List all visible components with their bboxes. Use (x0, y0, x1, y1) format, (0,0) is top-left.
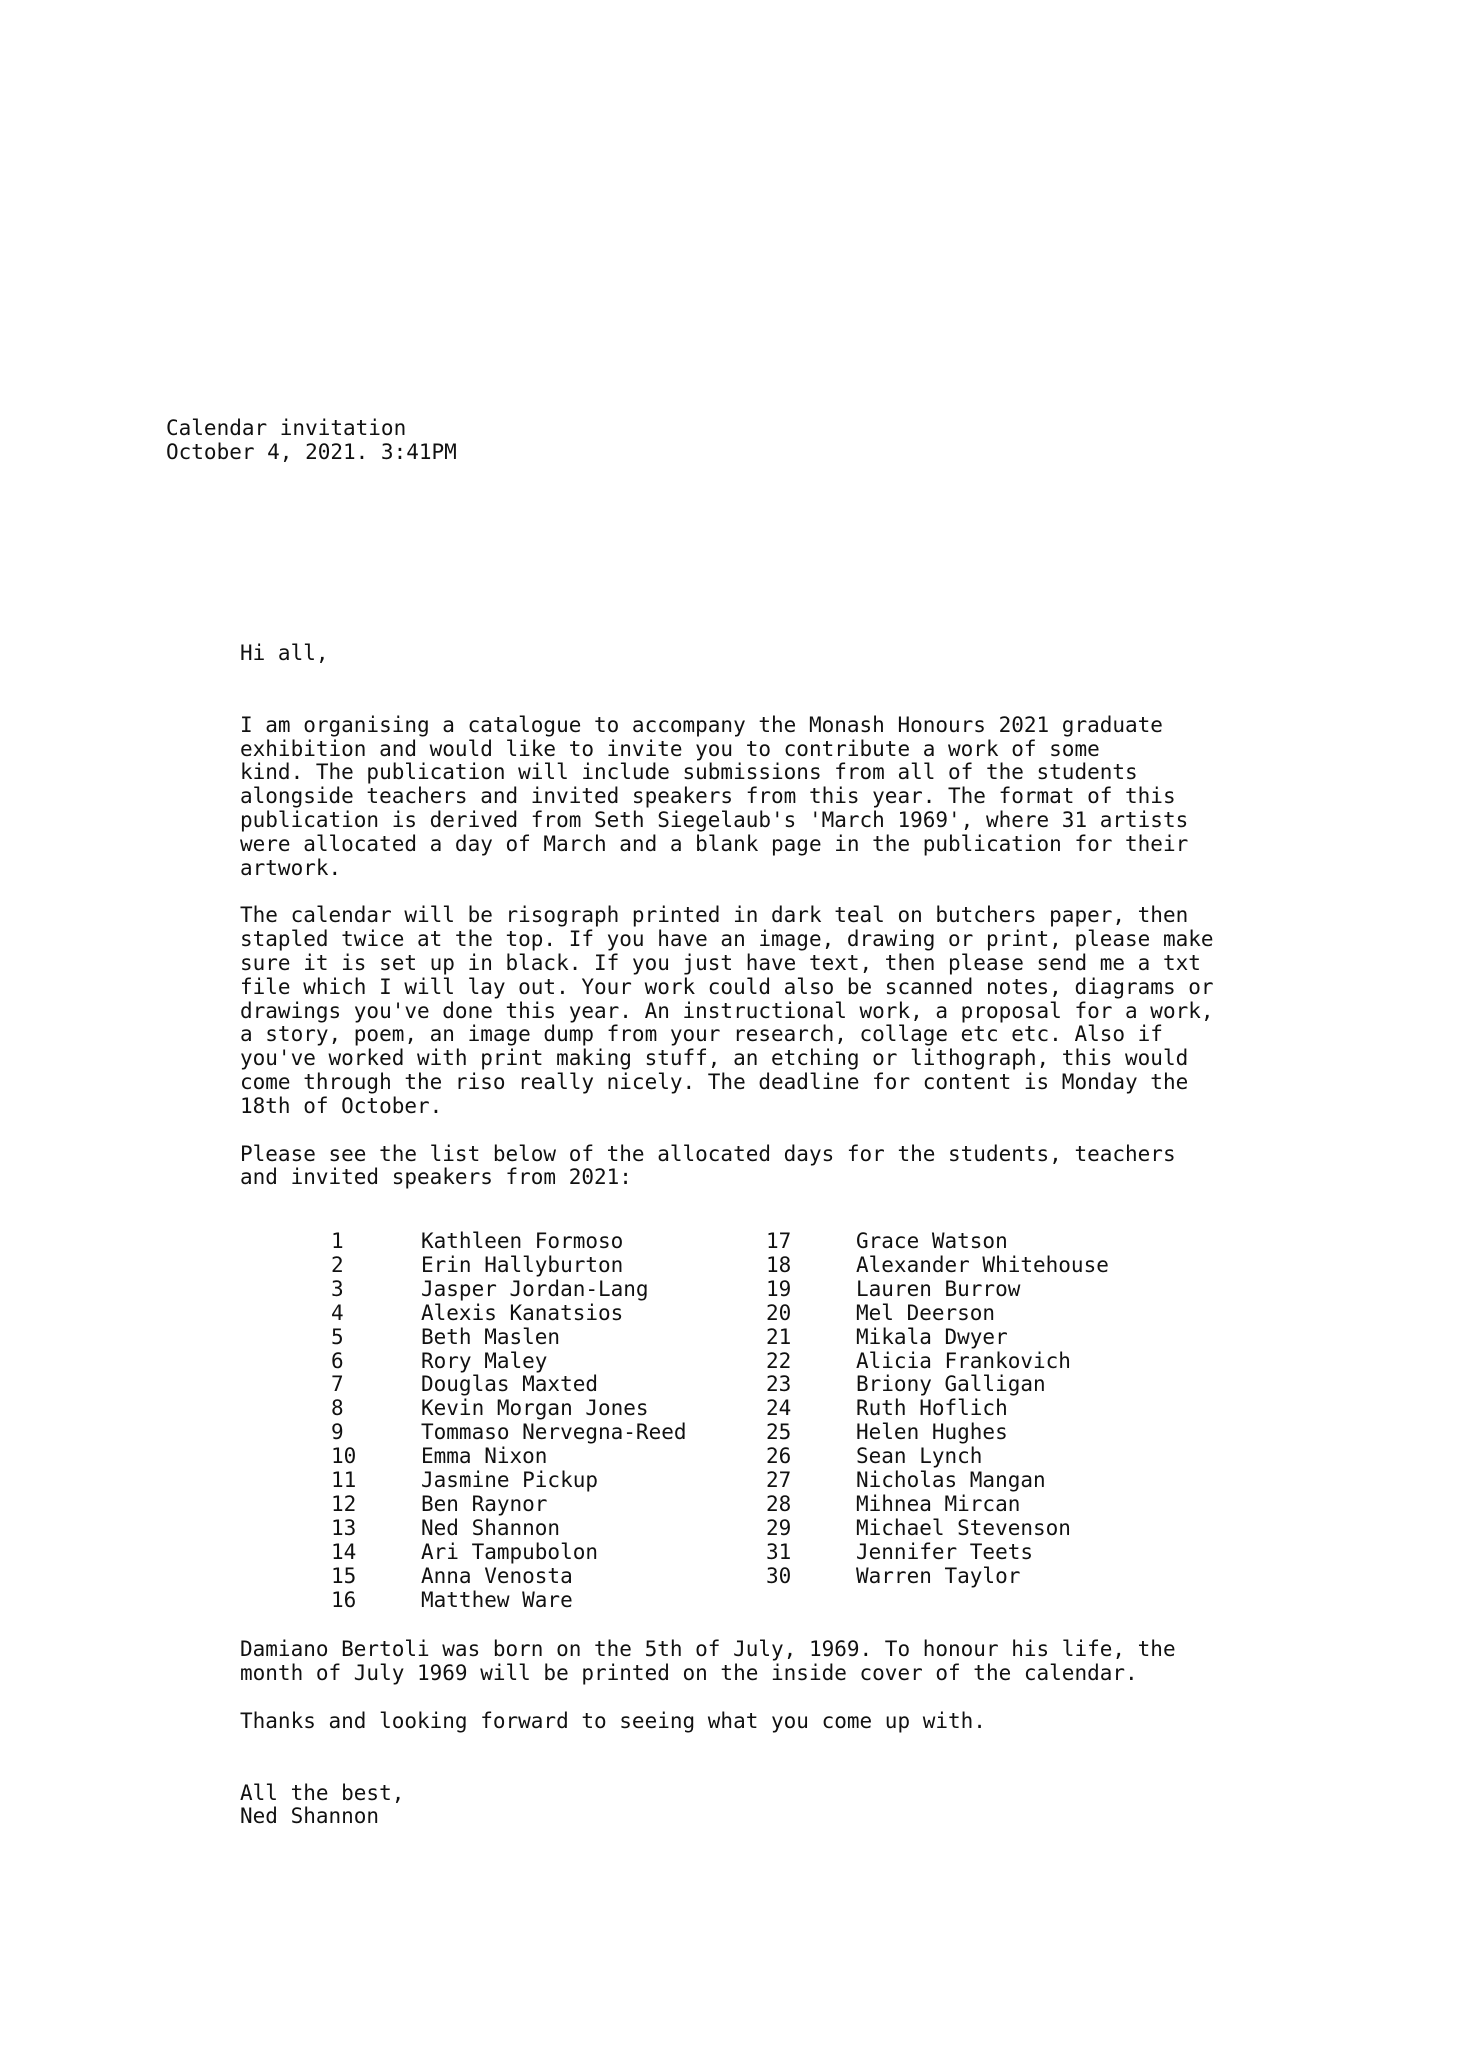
allocation-name: Rory Maley (421, 1348, 548, 1373)
allocation-name: Grace Watson (856, 1229, 1008, 1254)
allocation-name: Ari Tampubolon (421, 1539, 599, 1564)
closing-paragraph (240, 1638, 1280, 1686)
allocation-name: Sean Lynch (856, 1444, 983, 1469)
signoff-name: Ned Shannon (240, 1804, 380, 1829)
allocation-day: 11 (331, 1468, 357, 1493)
text-line: you've worked with print making stuff, an etching or lithograph, this would (240, 1046, 1189, 1071)
intro-paragraphs (240, 714, 1280, 1190)
intro-paragraph (240, 904, 1280, 1118)
allocation-day: 7 (331, 1372, 344, 1397)
allocation-day: 21 (766, 1324, 792, 1349)
text-line: file which I will lay out. Your work could also be scanned notes, diagrams or (240, 974, 1214, 999)
allocation-name: Nicholas Mangan (856, 1468, 1046, 1493)
text-line: Thanks and looking forward to seeing what you come up with. (240, 1708, 986, 1733)
allocation-name: Erin Hallyburton (421, 1253, 624, 1278)
allocation-name: Michael Stevenson (856, 1515, 1071, 1540)
allocation-day: 26 (766, 1444, 792, 1469)
allocation-day: 16 (331, 1587, 357, 1612)
allocation-name: Kathleen Formoso (421, 1229, 624, 1254)
allocation-name: Mihnea Mircan (856, 1491, 1021, 1516)
allocation-day: 30 (766, 1563, 792, 1588)
allocation-day: 24 (766, 1396, 792, 1421)
text-line: The calendar will be risograph printed in dark teal on butchers paper, then (240, 903, 1189, 928)
allocation-name: Ben Raynor (421, 1491, 548, 1516)
allocation-day: 4 (331, 1300, 344, 1325)
greeting: Hi all, (240, 641, 329, 665)
text-line: kind. The publication will include submissions from all of the students (240, 760, 1138, 785)
allocation-name: Helen Hughes (856, 1420, 1008, 1445)
allocation-name: Jasper Jordan-Lang (421, 1276, 649, 1301)
allocation-name: Warren Taylor (856, 1563, 1021, 1588)
allocation-day: 31 (766, 1539, 792, 1564)
allocation-day: 19 (766, 1276, 792, 1301)
allocation-name: Mel Deerson (856, 1300, 996, 1325)
allocation-day: 22 (766, 1348, 792, 1373)
text-line: were allocated a day of March and a blank page in the publication for their (240, 831, 1189, 856)
text-line: artwork. (240, 855, 342, 880)
allocation-day: 13 (331, 1515, 357, 1540)
allocation-day: 23 (766, 1372, 792, 1397)
allocation-day: 3 (331, 1276, 344, 1301)
allocation-name: Ruth Hoflich (856, 1396, 1008, 1421)
allocation-name: Briony Galligan (856, 1372, 1046, 1397)
text-line: drawings you've done this year. An instructional work, a proposal for a work, (240, 998, 1214, 1023)
allocation-name: Ned Shannon (421, 1515, 561, 1540)
allocation-day: 1 (331, 1229, 344, 1254)
allocation-day: 29 (766, 1515, 792, 1540)
letter-body (240, 642, 1280, 1829)
allocation-name: Matthew Ware (421, 1587, 573, 1612)
text-line: come through the riso really nicely. The deadline for content is Monday the (240, 1069, 1189, 1094)
signoff (240, 1782, 1280, 1830)
allocation-day: 12 (331, 1491, 357, 1516)
allocation-name: Douglas Maxted (421, 1372, 599, 1397)
allocation-name: Tommaso Nervegna-Reed (421, 1420, 687, 1445)
allocation-day: 8 (331, 1396, 344, 1421)
email-timestamp: October 4, 2021. 3:41PM (166, 440, 457, 464)
allocation-day: 14 (331, 1539, 357, 1564)
intro-paragraph (240, 714, 1280, 881)
allocation-name: Beth Maslen (421, 1324, 561, 1349)
closing-paragraph (240, 1710, 1280, 1734)
allocation-day: 5 (331, 1324, 344, 1349)
allocation-day: 28 (766, 1491, 792, 1516)
text-line: stapled twice at the top. If you have an image, drawing or print, please make (240, 927, 1214, 952)
allocation-day: 9 (331, 1420, 344, 1445)
allocation-name: Anna Venosta (421, 1563, 573, 1588)
text-line: alongside teachers and invited speakers from this year. The format of this (240, 784, 1176, 809)
allocation-day: 18 (766, 1253, 792, 1278)
text-line: sure it is set up in black. If you just have text, then please send me a txt (240, 950, 1201, 975)
allocation-day: 6 (331, 1348, 344, 1373)
allocation-day: 25 (766, 1420, 792, 1445)
allocation-day: 2 (331, 1253, 344, 1278)
text-line: I am organising a catalogue to accompany the Monash Honours 2021 graduate (240, 712, 1163, 737)
allocation-name: Kevin Morgan Jones (421, 1396, 649, 1421)
closing-paragraphs (240, 1638, 1280, 1733)
allocation-name: Alexander Whitehouse (856, 1253, 1109, 1278)
allocation-name: Emma Nixon (421, 1444, 548, 1469)
text-line: 18th of October. (240, 1093, 443, 1118)
allocation-name: Mikala Dwyer (856, 1324, 1008, 1349)
email-header (166, 416, 457, 464)
email-subject: Calendar invitation (166, 416, 407, 440)
allocation-day: 20 (766, 1300, 792, 1325)
allocation-day: 27 (766, 1468, 792, 1493)
allocation-day: 15 (331, 1563, 357, 1588)
text-line: publication is derived from Seth Siegelaub's 'March 1969', where 31 artists (240, 807, 1189, 832)
text-line: a story, poem, an image dump from your research, collage etc etc. Also if (240, 1022, 1163, 1047)
allocation-name: Alexis Kanatsios (421, 1300, 624, 1325)
intro-paragraph (240, 1143, 1280, 1191)
allocation-name: Alicia Frankovich (856, 1348, 1071, 1373)
allocation-name: Lauren Burrow (856, 1276, 1021, 1301)
allocation-name: Jasmine Pickup (421, 1468, 599, 1493)
text-line: exhibition and would like to invite you to contribute a work of some (240, 736, 1100, 761)
allocation-day: 10 (331, 1444, 357, 1469)
signoff-line: All the best, (240, 1780, 405, 1805)
text-line: month of July 1969 will be printed on the inside cover of the calendar. (240, 1660, 1138, 1685)
text-line: and invited speakers from 2021: (240, 1165, 632, 1190)
allocation-name: Jennifer Teets (856, 1539, 1034, 1564)
allocation-list (331, 1229, 1280, 1612)
allocation-day: 17 (766, 1229, 792, 1254)
text-line: Please see the list below of the allocated days for the students, teachers (240, 1141, 1176, 1166)
text-line: Damiano Bertoli was born on the 5th of July, 1969. To honour his life, the (240, 1637, 1176, 1662)
